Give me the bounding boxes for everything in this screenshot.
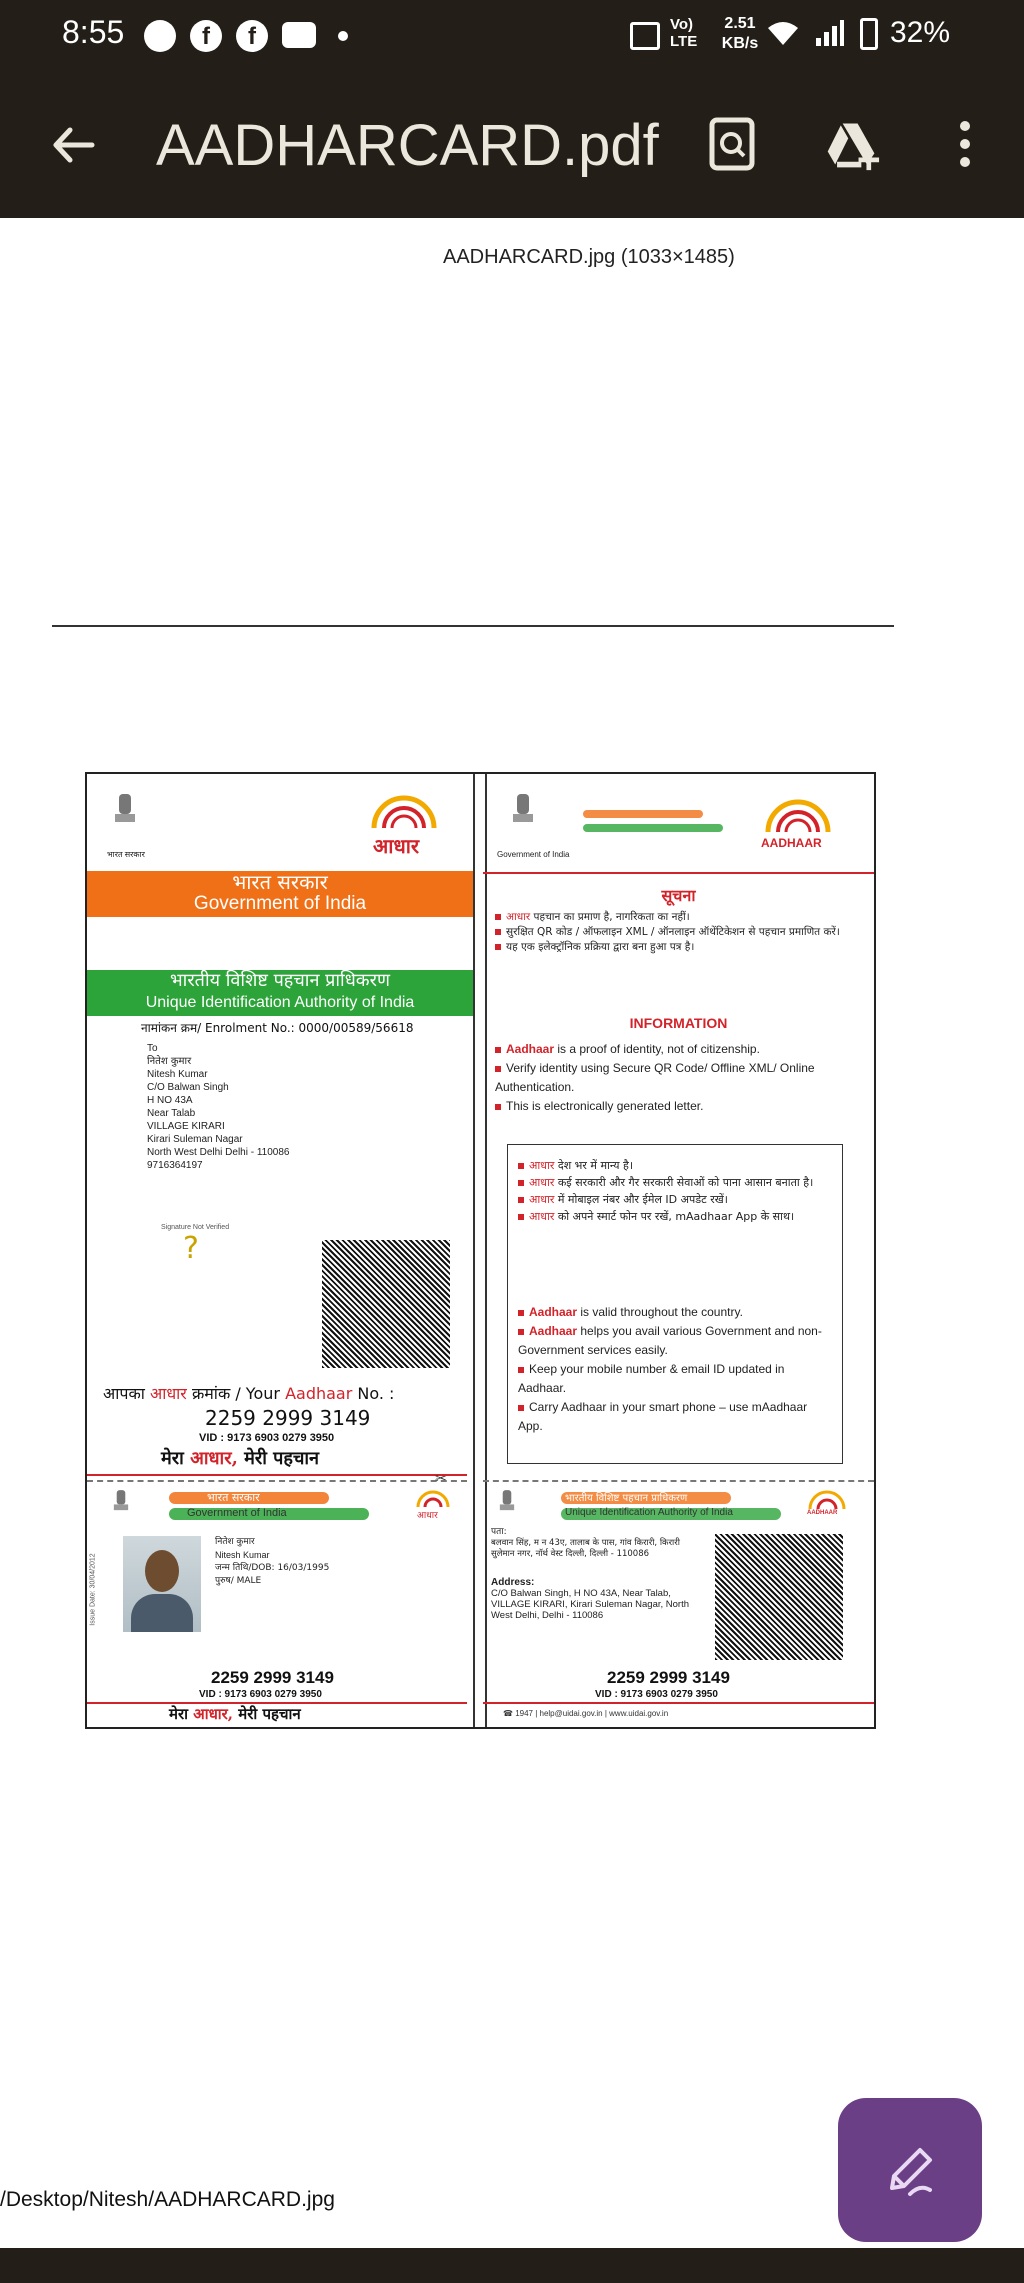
card-issue-date: Issue Date: 30/04/2012 — [89, 1553, 97, 1626]
net-type-top: Vo) — [670, 16, 694, 33]
back-arrow-icon[interactable] — [48, 120, 98, 170]
suchna-item — [495, 910, 865, 925]
svg-text:?: ? — [183, 1231, 199, 1264]
bullet-icon — [518, 1405, 524, 1411]
slogan-c: मेरी पहचान — [244, 1448, 320, 1469]
right-card-logo-icon — [805, 1488, 849, 1510]
network-speed-unit: KB/s — [721, 35, 759, 52]
box-hi-text: कई सरकारी और गैर सरकारी सेवाओं को पाना आसान बनाता है। — [557, 1176, 814, 1189]
enrolment-number: नामांकन क्रम/ Enrolment No.: 0000/00589/56618 — [141, 1021, 414, 1035]
bullet-icon — [495, 1104, 501, 1110]
battery-icon — [860, 18, 878, 50]
suchna-item — [495, 940, 865, 955]
document-title: AADHARCARD.pdf — [156, 113, 659, 178]
bullet-icon — [495, 914, 501, 920]
slogan — [161, 1446, 319, 1470]
letter-right-column — [483, 774, 874, 1727]
uidai-english: Unique Identification Authority of India — [145, 994, 415, 1011]
card-gov-hi: भारत सरकार — [207, 1491, 260, 1504]
youtube-icon — [282, 22, 316, 48]
file-path: /Desktop/Nitesh/AADHARCARD.jpg — [0, 2188, 335, 2211]
right-emblem-caption: Government of India — [497, 850, 570, 859]
slogan-b: आधार, — [190, 1448, 238, 1469]
address-line: Nitesh Kumar — [147, 1069, 208, 1080]
address-line: To — [147, 1043, 158, 1054]
bullet-icon — [518, 1367, 524, 1373]
dot-icon — [338, 31, 348, 41]
right-red-rule — [483, 872, 874, 874]
right-card-address-hi-label: पता: — [491, 1527, 507, 1537]
card-name-en: Nitesh Kumar — [215, 1550, 270, 1560]
suchna-list — [495, 910, 865, 955]
right-card-footer: ☎ 1947 | help@uidai.gov.in | www.uidai.gov.in — [503, 1709, 669, 1718]
right-card-logo-text: AADHAAR — [807, 1510, 838, 1516]
gov-english: Government of India — [193, 893, 367, 914]
card-photo — [123, 1536, 201, 1632]
box-en-text: is valid throughout the country. — [580, 1305, 743, 1319]
card-dob: जन्म तिथि/DOB: 16/03/1995 — [215, 1563, 330, 1573]
cut-line — [87, 1480, 467, 1482]
card-emblem-icon — [111, 1488, 131, 1518]
right-card-number: 2259 2999 3149 — [607, 1668, 730, 1687]
bullet-icon — [518, 1197, 524, 1203]
suchna-title: सूचना — [661, 886, 696, 905]
national-emblem-icon — [111, 792, 139, 832]
suchna-item — [495, 925, 865, 940]
card-aadhaar-logo-icon — [413, 1488, 453, 1508]
card-gender: पुरुष/ MALE — [215, 1576, 262, 1586]
label-suffix: No. : — [357, 1384, 395, 1403]
facebook-icon: f — [190, 20, 222, 52]
your-aadhaar-no-label — [103, 1382, 394, 1404]
right-card-uidai-hi: भारतीय विशिष्ट पहचान प्राधिकरण — [565, 1493, 688, 1504]
card-gov-en: Government of India — [187, 1507, 287, 1519]
box-en-text: helps you avail various Government and non-Government services easily. — [518, 1324, 822, 1357]
box-en-hl: Aadhaar — [529, 1324, 578, 1338]
right-card-address-en: C/O Balwan Singh, H NO 43A, Near Talab, VILLAGE KIRARI, Kirari Suleman Nagar, North West Delhi, Delhi - 110086 — [491, 1588, 689, 1621]
red-rule — [87, 1474, 467, 1476]
address-line: Near Talab — [147, 1108, 196, 1119]
card-slogan-a: मेरा — [169, 1705, 188, 1723]
box-hi-text: देश भर में मान्य है। — [557, 1159, 634, 1172]
label-aadhaar-hi: आधार — [149, 1384, 187, 1403]
info-item — [495, 1097, 867, 1116]
label-mid: क्रमांक / Your — [191, 1384, 280, 1403]
uidai-band — [87, 970, 473, 1016]
info-text: This is electronically generated letter. — [506, 1099, 704, 1113]
aadhaar-logo-icon — [359, 790, 449, 830]
search-document-icon[interactable] — [704, 116, 760, 172]
box-en-hl: Aadhaar — [529, 1305, 578, 1319]
bullet-icon — [518, 1310, 524, 1316]
right-aadhaar-logo-icon — [753, 794, 843, 834]
app-bar — [0, 72, 1024, 218]
status-time: 8:55 — [62, 14, 125, 50]
card-slogan-c: मेरी पहचान — [238, 1705, 301, 1723]
box-hi-item — [518, 1174, 828, 1191]
threads-icon — [144, 20, 176, 52]
network-speed-value: 2.51 — [724, 15, 756, 32]
card-logo-text: आधार — [417, 1511, 438, 1521]
info-item — [495, 1040, 867, 1059]
box-hi-hl: आधार — [529, 1159, 555, 1172]
label-aadhaar-en: Aadhaar — [285, 1384, 353, 1403]
box-hi-hl: आधार — [529, 1210, 555, 1223]
vid-number: VID : 9173 6903 0279 3950 — [199, 1432, 335, 1444]
suchna-text: पहचान का प्रमाण है, नागरिकता का नहीं। — [533, 911, 690, 923]
page-separator-line — [52, 625, 894, 627]
letter-left-column — [87, 774, 473, 1727]
pen-edit-icon — [880, 2140, 940, 2200]
info-list — [495, 1040, 867, 1116]
facebook-icon: f — [236, 20, 268, 52]
box-en-item — [518, 1360, 830, 1398]
box-hi-hl: आधार — [529, 1193, 555, 1206]
edit-fab[interactable] — [838, 2098, 982, 2242]
info-text: Verify identity using Secure QR Code/ Offline XML/ Online Authentication. — [495, 1061, 815, 1094]
box-en-item — [518, 1322, 830, 1360]
bullet-icon — [518, 1214, 524, 1220]
right-cut-line — [483, 1480, 874, 1482]
right-card-vid: VID : 9173 6903 0279 3950 — [595, 1689, 718, 1700]
signature-stamp: Signature Not Verified — [161, 1224, 230, 1231]
right-emblem-icon — [509, 792, 537, 832]
more-vert-icon[interactable] — [940, 116, 990, 172]
info-box — [507, 1144, 843, 1464]
card-aadhaar-number: 2259 2999 3149 — [211, 1668, 334, 1687]
suchna-hl: आधार — [506, 911, 531, 923]
bullet-icon — [518, 1180, 524, 1186]
info-title: INFORMATION — [629, 1015, 728, 1031]
bullet-icon — [495, 1066, 501, 1072]
info-text: is a proof of identity, not of citizenship. — [557, 1042, 760, 1056]
box-hi-item — [518, 1208, 828, 1225]
bullet-icon — [495, 1047, 501, 1053]
battery-percent: 32% — [890, 16, 951, 49]
box-hi-item — [518, 1157, 828, 1174]
box-en-item — [518, 1303, 830, 1322]
right-card-address-hi: बलवान सिंह, म न 43ए, तालाब के पास, गांव किरारी, किरारी सुलेमान नगर, नॉर्थ वेस्ट दिल्ली, दिल्ली - 110086 — [491, 1538, 680, 1559]
address-line: H NO 43A — [147, 1095, 193, 1106]
slogan-a: मेरा — [161, 1448, 184, 1469]
file-info-header: AADHARCARD.jpg (1033×1485) — [443, 246, 735, 268]
photo-head — [145, 1550, 179, 1592]
card-slogan-b: आधार, — [193, 1705, 234, 1723]
aadhaar-logo-text: आधार — [373, 834, 420, 858]
right-card-qr-code — [715, 1534, 843, 1660]
photo-body — [131, 1594, 193, 1632]
box-en-text: Carry Aadhaar in your smart phone – use mAadhaar App. — [518, 1400, 808, 1433]
address-line: 9716364197 — [147, 1160, 203, 1171]
right-card-emblem-icon — [497, 1488, 517, 1518]
info-item — [495, 1059, 867, 1097]
aadhaar-number: 2259 2999 3149 — [205, 1406, 371, 1430]
bullet-icon — [495, 929, 501, 935]
address-line: Kirari Suleman Nagar — [147, 1134, 243, 1145]
qr-code — [322, 1240, 450, 1368]
suchna-text: यह एक इलेक्ट्रॉनिक प्रक्रिया द्वारा बना हुआ पत्र है। — [506, 941, 695, 953]
box-en-item — [518, 1398, 830, 1436]
add-to-drive-icon[interactable] — [824, 116, 880, 172]
box-hi-item — [518, 1191, 828, 1208]
bullet-icon — [495, 944, 501, 950]
question-mark-icon — [181, 1230, 205, 1264]
box-hi-hl: आधार — [529, 1176, 555, 1189]
emblem-caption: भारत सरकार — [107, 850, 145, 859]
right-saffron-stripe — [583, 810, 703, 818]
aadhaar-letter-image — [85, 772, 876, 1729]
card-vid: VID : 9173 6903 0279 3950 — [199, 1689, 322, 1700]
card-name-hi: नितेश कुमार — [215, 1537, 255, 1547]
right-card-red-rule — [483, 1702, 874, 1704]
status-bar — [0, 0, 1024, 72]
network-speed — [716, 14, 764, 54]
label-prefix: आपका — [103, 1384, 145, 1403]
right-card-uidai-en: Unique Identification Authority of India — [565, 1507, 733, 1518]
uidai-hindi: भारतीय विशिष्ट पहचान प्राधिकरण — [170, 970, 390, 991]
address-block — [147, 1042, 387, 1172]
net-type — [670, 16, 704, 50]
right-green-stripe — [583, 824, 723, 832]
gov-of-india-band — [87, 871, 473, 917]
box-hi-list — [518, 1157, 828, 1225]
right-card-address-label: Address: — [491, 1577, 535, 1588]
address-line: नितेश कुमार — [147, 1056, 192, 1067]
scissors-icon: ✂ — [435, 1470, 447, 1486]
system-nav-bar — [0, 2248, 1024, 2283]
box-en-text: Keep your mobile number & email ID updated in Aadhaar. — [518, 1362, 785, 1395]
card-slogan — [169, 1704, 301, 1724]
address-line: C/O Balwan Singh — [147, 1082, 229, 1093]
box-hi-text: में मोबाइल नंबर और ईमेल ID अपडेट रखें। — [557, 1193, 728, 1206]
box-hi-text: को अपने स्मार्ट फोन पर रखें, mAadhaar App के साथ। — [557, 1210, 795, 1223]
address-line: VILLAGE KIRARI — [147, 1121, 225, 1132]
wifi-icon — [766, 18, 800, 48]
right-aadhaar-logo-text: AADHAAR — [761, 836, 822, 850]
net-type-bottom: LTE — [670, 33, 698, 50]
gov-hindi: भारत सरकार — [232, 870, 328, 894]
signal-icon — [814, 18, 844, 48]
info-hl: Aadhaar — [506, 1042, 555, 1056]
bullet-icon — [518, 1163, 524, 1169]
suchna-text: सुरक्षित QR कोड / ऑफलाइन XML / ऑनलाइन ऑथेंटिकेशन से पहचान प्रमाणित करें। — [506, 926, 840, 938]
vibrate-icon — [630, 22, 660, 50]
bullet-icon — [518, 1329, 524, 1335]
address-line: North West Delhi Delhi - 110086 — [147, 1147, 290, 1158]
box-en-list — [518, 1303, 830, 1436]
